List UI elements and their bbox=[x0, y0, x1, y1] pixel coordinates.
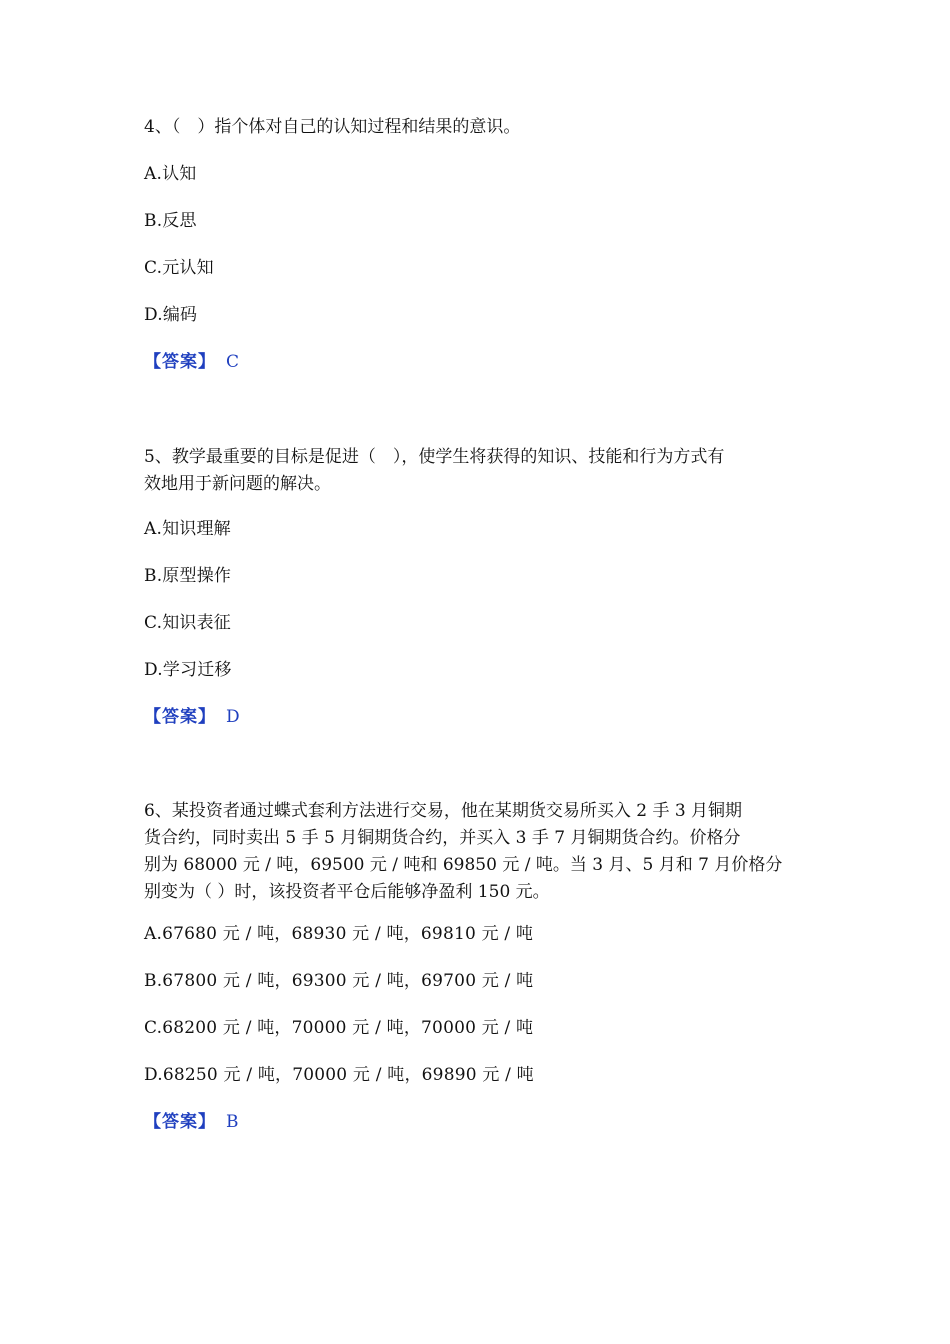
question-4-option-d: D.编码 bbox=[144, 305, 198, 325]
answer-label: 【答案】 bbox=[144, 352, 216, 372]
question-6-answer bbox=[144, 1109, 239, 1135]
answer-value: B bbox=[226, 1112, 239, 1132]
question-6-stem-line-1: 6、某投资者通过蝶式套利方法进行交易，他在某期货交易所买入 2 手 3 月铜期 bbox=[144, 801, 743, 821]
question-6-option-c: C.68200 元 / 吨，70000 元 / 吨，70000 元 / 吨 bbox=[144, 1018, 534, 1038]
question-5-answer bbox=[144, 704, 240, 730]
question-5-stem bbox=[144, 444, 809, 498]
question-6-option-d: D.68250 元 / 吨，70000 元 / 吨，69890 元 / 吨 bbox=[144, 1065, 534, 1085]
question-4-option-c: C.元认知 bbox=[144, 258, 214, 278]
question-4-answer bbox=[144, 349, 239, 375]
answer-value: C bbox=[226, 352, 240, 372]
question-4-stem bbox=[144, 114, 809, 141]
question-5-option-c: C.知识表征 bbox=[144, 613, 232, 633]
answer-value: D bbox=[226, 707, 240, 727]
question-4-option-b: B.反思 bbox=[144, 211, 197, 231]
question-5-option-b: B.原型操作 bbox=[144, 566, 232, 586]
question-6-option-b: B.67800 元 / 吨，69300 元 / 吨，69700 元 / 吨 bbox=[144, 971, 534, 991]
answer-label: 【答案】 bbox=[144, 707, 216, 727]
question-5-option-a: A.知识理解 bbox=[144, 519, 231, 539]
question-6-stem-line-4: 别变为（ ）时，该投资者平仓后能够净盈利 150 元。 bbox=[144, 882, 550, 902]
question-6-option-a: A.67680 元 / 吨，68930 元 / 吨，69810 元 / 吨 bbox=[144, 924, 534, 944]
question-4-option-a: A.认知 bbox=[144, 164, 197, 184]
question-4-stem-line-1: 4、（ ）指个体对自己的认知过程和结果的意识。 bbox=[144, 117, 521, 137]
question-5-stem-line-1: 5、教学最重要的目标是促进（ ），使学生将获得的知识、技能和行为方式有 bbox=[144, 447, 725, 467]
question-6-stem-line-2: 货合约，同时卖出 5 手 5 月铜期货合约，并买入 3 手 7 月铜期货合约。价格分 bbox=[144, 828, 741, 848]
answer-label: 【答案】 bbox=[144, 1112, 216, 1132]
question-5-option-d: D.学习迁移 bbox=[144, 660, 232, 680]
question-6-stem-line-3: 别为 68000 元 / 吨，69500 元 / 吨和 69850 元 / 吨。当 3 月、5 月和 7 月价格分 bbox=[144, 855, 783, 875]
question-5-stem-line-2: 效地用于新问题的解决。 bbox=[144, 474, 331, 494]
question-6-stem bbox=[144, 798, 809, 906]
